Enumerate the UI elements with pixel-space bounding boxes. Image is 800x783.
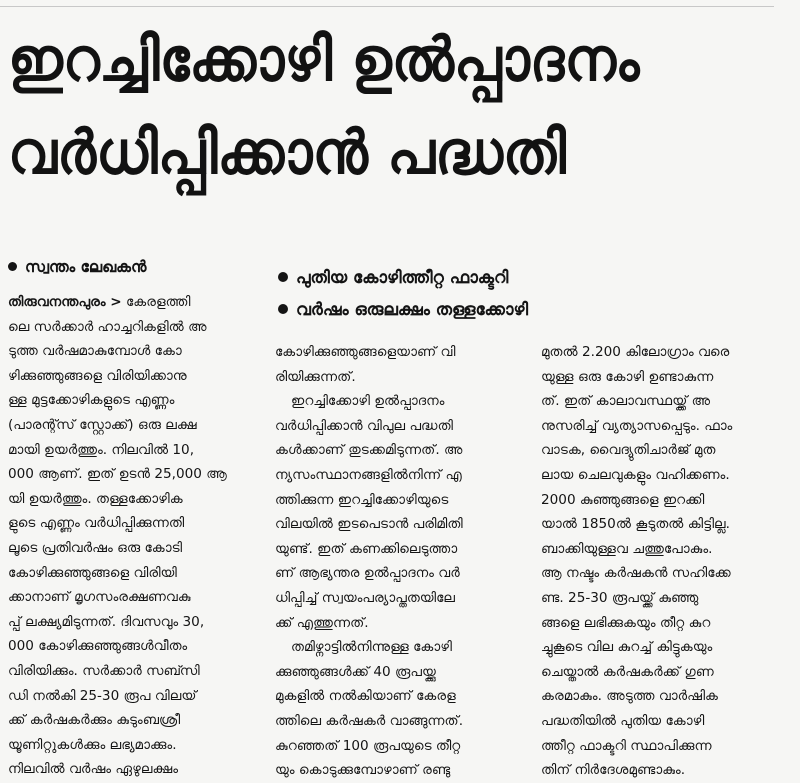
article-column-2 <box>275 340 530 783</box>
article-line: മുതൽ 2.200 കിലോഗ്രാം വരെ <box>541 344 730 360</box>
article-line: രിയിക്കുന്നത്. <box>275 368 356 385</box>
article-line: മായി ഉയർത്തും. നിലവിൽ 10, <box>8 441 195 458</box>
article-line: യുള്ള ഒരു കോഴി ഉണ്ടാകുന്ന <box>541 368 714 385</box>
article-line: യും കൊടുക്കുമ്പോഴാണ് രണ്ടു <box>275 762 451 779</box>
article-line: തമിഴ്നാട്ടിൽനിന്നുള്ള കോഴി <box>291 639 452 656</box>
article-line: തിന് നിർദേശമുണ്ടാകും. <box>541 762 686 779</box>
article-line: ടുത്ത വർഷമാകുമ്പോൾ കോ <box>8 343 182 360</box>
article-line: ഴിക്കുഞ്ഞുങ്ങളെ വിരിയിക്കാനു <box>8 367 187 384</box>
article-line: ങ്ങളെ ലഭിക്കുകയും തീറ്റ കുറ <box>541 614 711 631</box>
headline-line-1: ഇറച്ചിക്കോഴി ഉൽപ്പാദനം <box>8 25 640 95</box>
article-line: മുകളിൽ നൽകിയാണ് കേരള <box>275 688 456 705</box>
article-line: കോഴിക്കുഞ്ഞുങ്ങളെയാണ് വി <box>275 344 456 360</box>
subhead-text: വർഷം ഒരുലക്ഷം തള്ളക്കോഴി <box>296 300 529 320</box>
article-line: ക്കാനാണ് മൃഗസംരക്ഷണവകു <box>8 589 191 606</box>
bullet-icon <box>278 304 288 314</box>
bullet-icon <box>278 272 288 282</box>
article-line: ലായ ചെലവുകളും വഹിക്കണം. <box>541 466 730 483</box>
article-line: ണ്ട. 25-30 രൂപയ്ക്ക് കുഞ്ഞു <box>541 589 699 606</box>
article-line: വർധിപ്പിക്കാൻ വിപുല പദ്ധതി <box>275 417 453 434</box>
subhead-text: പുതിയ കോഴിത്തീറ്റ ഫാക്ടറി <box>296 268 509 288</box>
article-line: യാൽ 1850ൽ കൂടുതൽ കിട്ടില്ല. <box>541 516 730 533</box>
article-line: ത്തിലെ കർഷകർ വാങ്ങുന്നത്. <box>275 712 464 729</box>
article-line: ലൂടെ പ്രതിവർഷം ഒരു കോടി <box>8 539 183 556</box>
article-line: കോഴിക്കുഞ്ഞുങ്ങളെ വിരിയി <box>8 564 177 581</box>
article-line <box>8 290 266 315</box>
article-line: 2000 കുഞ്ഞുങ്ങളെ ഇറക്കി <box>541 491 705 508</box>
subhead-2 <box>278 294 528 326</box>
article-line: ച്ചുകൂടെ വില കുറച്ച് കിട്ടുകയും <box>541 639 713 656</box>
article-line: ത്തീറ്റ ഫാക്ടറി സ്ഥാപിക്കുന്ന <box>541 737 712 754</box>
article-line: കുറഞ്ഞത് 100 രൂപയുടെ തീറ്റ <box>275 737 461 754</box>
bullet-icon <box>8 262 17 271</box>
article-line: ലെ സർക്കാർ ഹാച്ചറികളിൽ അ <box>8 318 207 335</box>
article-text: കേരളത്തി <box>126 294 191 310</box>
article-line: ചെയ്താൽ കർഷകർക്ക് ഗുണ <box>541 663 714 680</box>
headline-line-2: വർധിപ്പിക്കാൻ പദ്ധതി <box>8 118 567 188</box>
article-line: വാടക, വൈദ്യുതിചാർജ് മുത <box>541 442 716 459</box>
article-line: 000 കോഴിക്കുഞ്ഞുങ്ങൾവീതം <box>8 638 188 655</box>
article-line: ള്ള മുട്ടക്കോഴികളുടെ എണ്ണം <box>8 392 175 409</box>
article-column-3 <box>541 340 793 783</box>
subhead-1 <box>278 262 528 294</box>
article-line: ആ നഷ്ടം കർഷകൻ സഹിക്കേ <box>541 565 731 582</box>
article-line: കരമാകും. അടുത്ത വാർഷിക <box>541 688 719 705</box>
article-line: ഡി നൽകി 25-30 രൂപ വിലയ് <box>8 687 197 704</box>
top-rule <box>0 6 774 7</box>
article-line: ണ് ആഭ്യന്തര ഉൽപ്പാദനം വർ <box>275 565 460 582</box>
byline <box>8 258 146 277</box>
byline-text: സ്വന്തം ലേഖകൻ <box>25 258 147 276</box>
article-line: വിരിയിക്കും. സർക്കാർ സബ്സി <box>8 662 200 679</box>
article-line: ന്യസംസ്ഥാനങ്ങളിൽനിന്ന് എ <box>275 466 462 483</box>
article-line: ത്. ഇത് കാലാവസ്ഥയ്ക്ക് അ <box>541 393 711 410</box>
article-line: ത്തിക്കുന്ന ഇറച്ചിക്കോഴിയുടെ <box>275 491 449 508</box>
dateline: തിരുവനന്തപുരം > <box>8 294 122 310</box>
article-line: ക്ക് കർഷകർക്കും കുടുംബശ്രീ <box>8 712 181 729</box>
article-line: പദ്ധതിയിൽ പുതിയ കോഴി <box>541 712 705 729</box>
article-line: പ്പ് ലക്ഷ്യമിടുന്നത്. ദിവസവും 30, <box>8 613 205 630</box>
article-line: നിലവിൽ വർഷം ഏഴുലക്ഷം <box>8 761 179 778</box>
article-line: ധിപ്പിച്ച് സ്വയംപര്യാപ്തതയിലേ <box>275 589 455 606</box>
article-line: യൂണിറ്റുകൾക്കും ലഭ്യമാക്കും. <box>8 736 177 753</box>
article-line: വിലയിൽ ഇടപെടാൻ പരിമിതി <box>275 516 463 533</box>
article-line: ക്കുഞ്ഞുങ്ങൾക്ക് 40 രൂപയ്ക്കു <box>275 663 436 680</box>
article-line: നുസരിച്ച് വ്യത്യാസപ്പെടും. ഫാം <box>541 417 733 434</box>
article-line: യുണ്ട്. ഇത് കണക്കിലെടുത്താ <box>275 540 458 557</box>
article-line: 000 ആണ്. ഇത് ഉടൻ 25,000 ആ <box>8 466 227 483</box>
article-line: (പാരന്റ്സ് സ്റ്റോക്ക്) ഒരു ലക്ഷ <box>8 416 197 433</box>
article-line: യി ഉയർത്തും. തള്ളക്കോഴിക <box>8 490 183 507</box>
article-line: ഇറച്ചിക്കോഴി ഉൽപ്പാദനം <box>291 393 445 410</box>
article-column-1 <box>8 290 266 782</box>
article-line: ളുടെ എണ്ണം വർധിപ്പിക്കുന്നതി <box>8 515 185 532</box>
article-line: ക്ക് എത്തുന്നത്. <box>275 614 369 631</box>
article-line: കൾക്കാണ് തുടക്കമിടുന്നത്. അ <box>275 442 463 459</box>
subheads <box>278 262 528 326</box>
article-line: ബാക്കിയുള്ളവ ചത്തുപോകും. <box>541 540 713 557</box>
headline <box>8 14 724 200</box>
